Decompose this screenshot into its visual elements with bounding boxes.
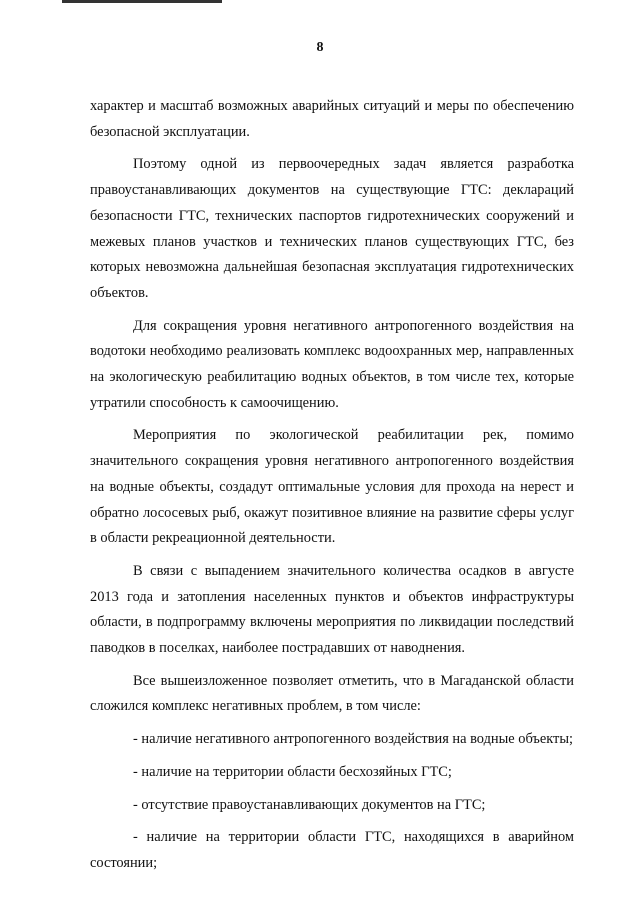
list-item-1: - наличие негативного антропогенного воздействия на водные объекты; (133, 731, 574, 748)
paragraph-4: Мероприятия по экологической реабилитации рек, помимо значительного сокращения уровня негативного антропогенного воздействия на водные объекты, создадут оптимальные условия для прохода на нерест и обратно лососевых рыб, окажут позитивное влияние на развитие сферы услуг в области рекреационной деятельности. (90, 427, 574, 547)
top-rule (62, 0, 222, 3)
page-number: 8 (316, 40, 324, 55)
paragraph-3: Для сокращения уровня негативного антропогенного воздействия на водотоки необходимо реализовать комплекс водоохранных мер, направленных на экологическую реабилитацию водных объектов, в том числе тех, которые утратили способность к самоочищению. (90, 317, 574, 411)
paragraph-2: Поэтому одной из первоочередных задач является разработка правоустанавливающих документов на существующие ГТС: деклараций безопасности ГТС, технических паспортов гидротехнических сооружений и межевых планов участков и технических планов существующих ГТС, без которых невозможна дальнейшая безопасная эксплуатация гидротехнических объектов. (90, 156, 574, 301)
paragraph-5: В связи с выпадением значительного количества осадков в августе 2013 года и затопления населенных пунктов и объектов инфраструктуры области, в подпрограмму включены мероприятия по ликвидации последствий паводков в поселках, наиболее пострадавших от наводнения. (90, 562, 574, 657)
list-item-2: - наличие на территории области бесхозяйных ГТС; (133, 763, 452, 780)
list-item-4: - наличие на территории области ГТС, находящихся в аварийном состоянии; (90, 829, 574, 871)
document-body (90, 94, 574, 884)
list-item-3: - отсутствие правоустанавливающих документов на ГТС; (133, 796, 486, 813)
paragraph-6: Все вышеизложенное позволяет отметить, что в Магаданской области сложился комплекс негативных проблем, в том числе: (90, 672, 574, 715)
paragraph-1: характер и масштаб возможных аварийных ситуаций и меры по обеспечению безопасной эксплуатации. (90, 98, 574, 140)
